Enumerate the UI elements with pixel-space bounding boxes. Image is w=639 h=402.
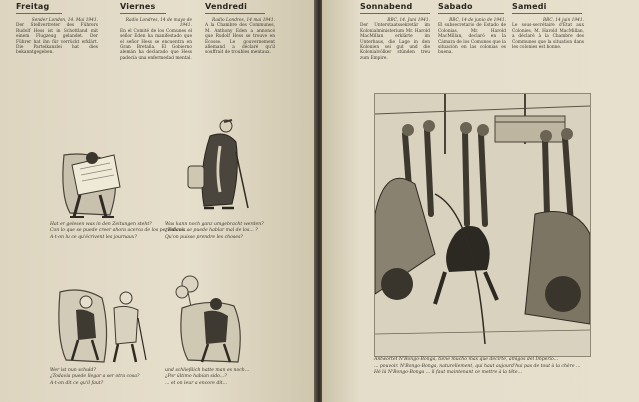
heading-rule [438, 13, 504, 14]
column-text: A la Chambre des Communes, M. Anthony Eden a annoncé que Rudolf Hess se trouve en Écosse. Le gouvernement allemand a déclaré qu'il souffrait de troubles mentaux. [205, 23, 275, 56]
caption-line: Hat er gelesen was in den Zeitungen steht? [50, 222, 152, 227]
column-text: Le sous-secrétaire d'État aux Colonies, M. Harold MacMillan, a déclaré à la Chambre des Communes que la situation dans les colonies est bonne. [512, 23, 584, 51]
cartoon-old-man-with-cane [180, 112, 260, 217]
caption-line: und schließlich hatte man es noch... [165, 368, 250, 373]
day-heading-french: Samedi [512, 2, 547, 11]
caption-line: ¿Todavía puede llegar a ser otra cosa? [50, 374, 140, 380]
text-column-spanish [438, 18, 506, 56]
caption-line: A-t-on dit ce qu'il faut? [50, 380, 104, 386]
column-dateline: BBC, 14. Juni 1941. [387, 18, 430, 23]
column-text: Der Stellvertreter des Führers Rudolf Hess ist in Schottland mit einem Flugzeug gelandet. Der Führer hat ihn für verrückt erklärt. Die Parteikanzlei hat dies bekanntgegeben. [16, 23, 98, 56]
caption-top-left [50, 222, 189, 241]
text-column-german [16, 18, 98, 56]
column-dateline: Sender London, 14. Mai 1941. [31, 18, 98, 23]
caption-line: Qu'on puisse prendre les choses? [165, 234, 243, 240]
text-column-french [205, 18, 275, 56]
left-page [0, 0, 316, 402]
heading-rule [120, 13, 166, 14]
heading-rule [16, 13, 62, 14]
caption-bottom-left [50, 368, 160, 387]
caption-line: ¿Por último habían sido...? [165, 374, 227, 380]
right-page [322, 0, 639, 402]
caption-line: Con lo que se puede creer ahora acerca de los periódicos... [50, 228, 189, 234]
street-scene-drawing [375, 94, 590, 356]
caption-line: Was kann noch ganz umgebracht werden? [165, 222, 264, 227]
caption-line: ¿Todavía se puede hablar mal de los... ? [165, 228, 258, 234]
heading-rule [512, 13, 582, 14]
cartoon-man-with-flowers [168, 272, 263, 366]
column-dateline: Radio Londres, 14 mai 1941. [212, 18, 275, 23]
caption-top-right [165, 222, 275, 241]
column-text: Der Unterstaatssekretär im Kolonialministerium Mr. Harold MacMillan erklärte im Unterhaus, die Lage in den Kolonien sei gut und die Kolonialvölker stünden treu zum Empire. [360, 23, 430, 61]
column-text: En el Comité de los Comunes el señor Eden ha manifestado que el señor Hess se encuentra en Gran Bretaña. El Gobierno alemán ha declarado que Hess padecía una enfermedad mental. [120, 28, 192, 61]
day-heading-spanish: Viernes [120, 2, 156, 11]
cartoon-two-men-in-armchairs [52, 268, 152, 366]
text-column-spanish [120, 18, 192, 61]
column-dateline: BBC, 14 juin 1941. [542, 18, 584, 23]
day-heading-french: Vendredi [205, 2, 248, 11]
street-scene-illustration [374, 93, 591, 357]
column-dateline: Radio Londres, 14 de mayo de 1941. [125, 18, 192, 29]
caption-line: Wer ist nun schuld? [50, 368, 96, 373]
cartoon-man-reading-newspaper [50, 125, 145, 220]
day-heading-spanish: Sabado [438, 2, 473, 11]
caption-line: ... et on leur a encore dit... [165, 380, 228, 386]
day-heading-german: Sonnabend [360, 2, 413, 11]
illustration-caption [374, 357, 624, 377]
caption-line: Antwortet N'Bongo-Bonga, tiene mucho mas que decirte, amigos del Imperio... [374, 357, 559, 362]
column-text: El subsecretario de Estado de Colonias, Mr. Harold MacMillan, declaró en la Cámara de los Comunes que la situación en las colonias es buena. [438, 23, 506, 56]
heading-rule [205, 13, 265, 14]
day-heading-german: Freitag [16, 2, 50, 11]
caption-bottom-right [165, 368, 275, 387]
caption-line: ... pouvoir. N'Bongo-Bonga, naturellement, qui haut aujourd'hui pas de tout à la chère ... [374, 363, 581, 369]
caption-line: Hé là N'Bongo-Bonga ... il faut maintenant ce mettre à la tête... [374, 370, 522, 376]
column-dateline: BBC, 14 de junio de 1941. [449, 18, 506, 23]
caption-line: A-t-on lu ce qu'écrivent les journaux? [50, 234, 137, 240]
heading-rule [360, 13, 430, 14]
text-column-german [360, 18, 430, 61]
text-column-french [512, 18, 584, 50]
